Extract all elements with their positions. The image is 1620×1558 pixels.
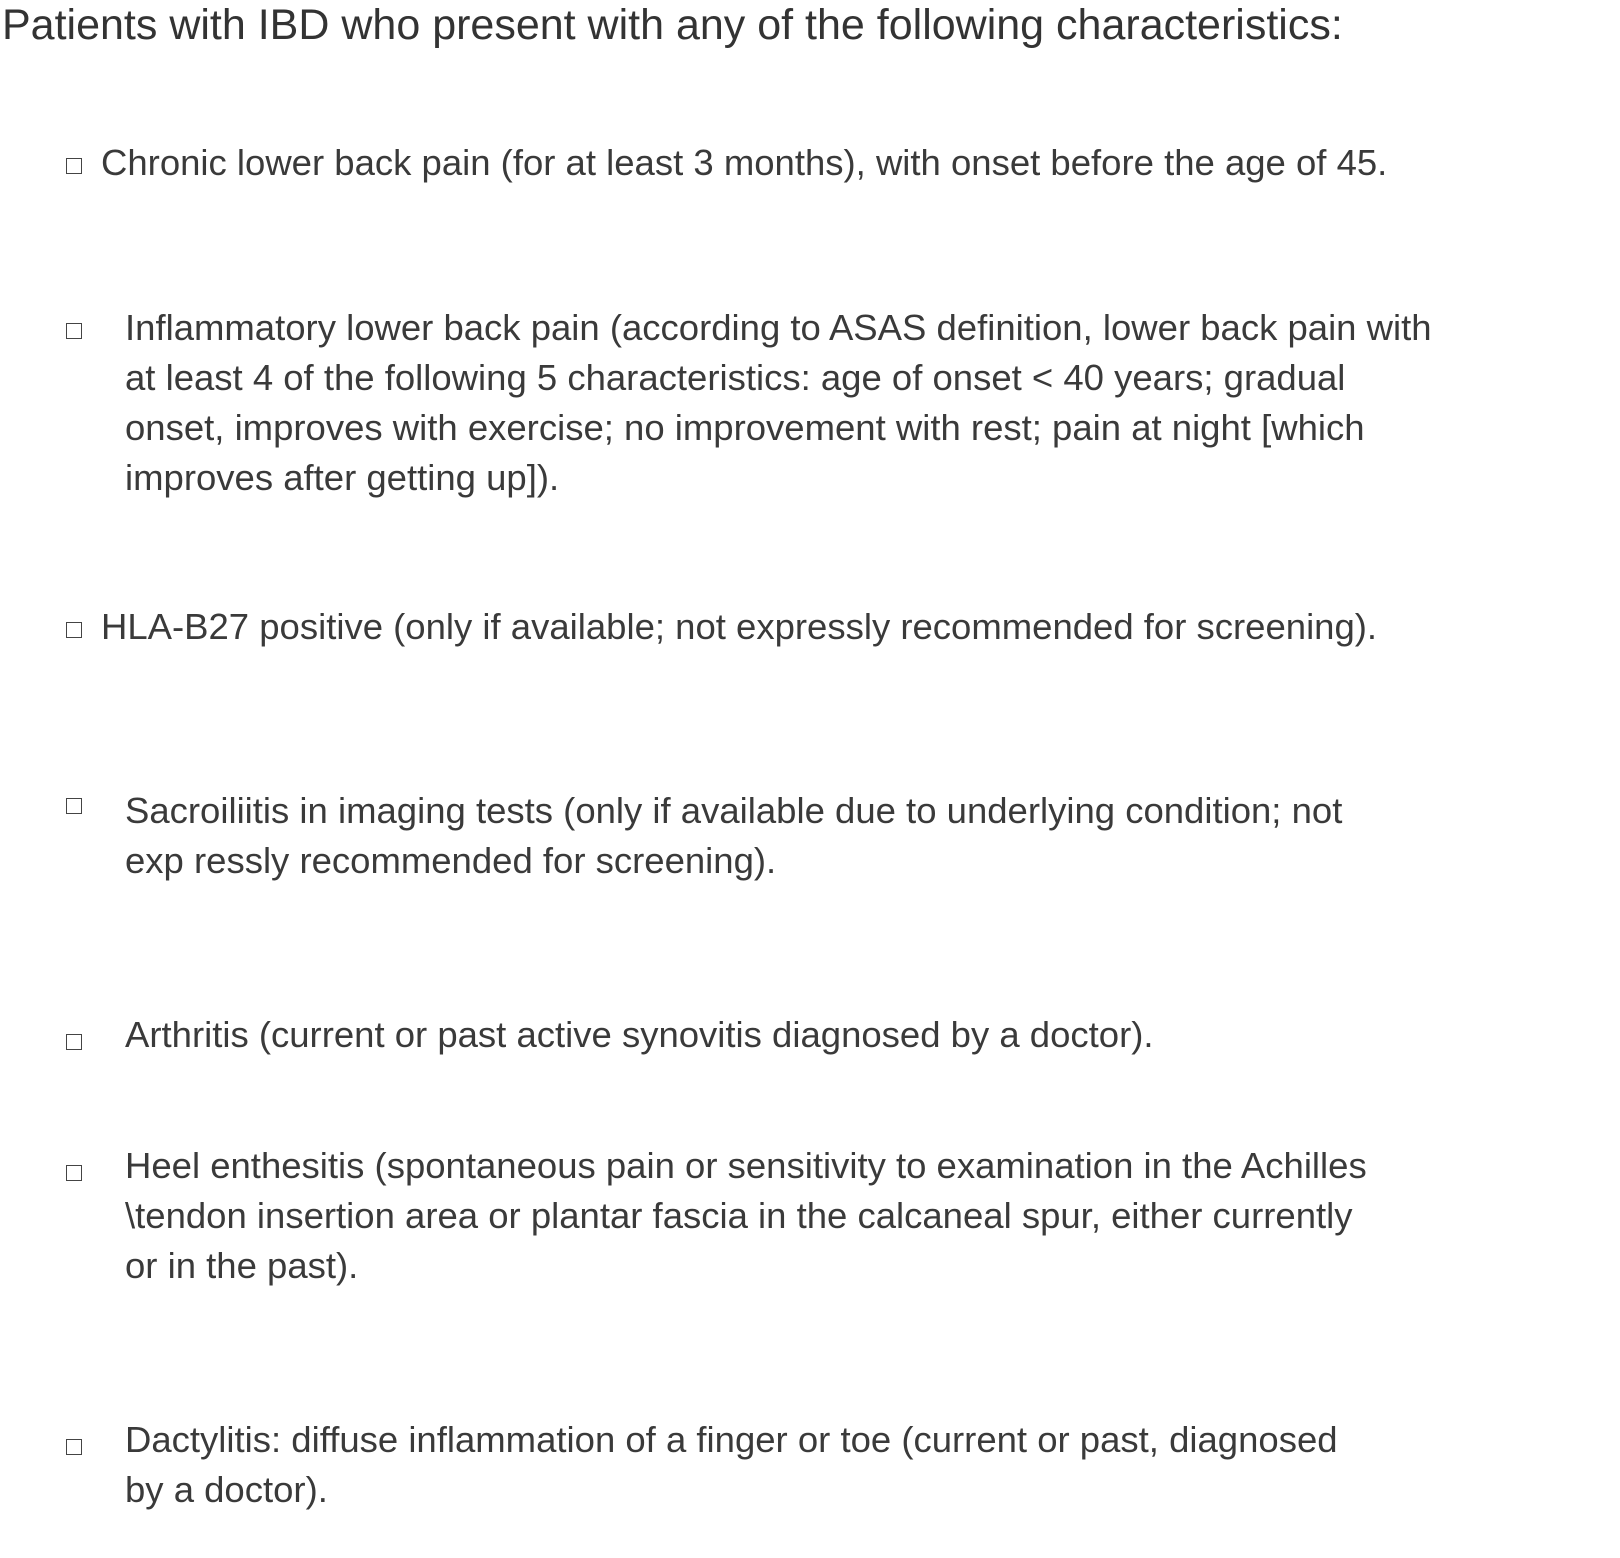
intro-heading: Patients with IBD who present with any of the following characteristics:: [2, 1, 1343, 49]
checkbox-icon[interactable]: [66, 323, 82, 339]
item-text: Heel enthesitis (spontaneous pain or sensitivity to examination in the Achilles \tendon insertion area or plantar fascia in the calcaneal spur, either currently or in the past).: [125, 1145, 1367, 1286]
item-text: HLA-B27 positive (only if available; not expressly recommended for screening).: [101, 606, 1378, 647]
checkbox-icon[interactable]: [66, 1034, 82, 1050]
checkbox-icon[interactable]: [66, 1165, 82, 1181]
item-text: Inflammatory lower back pain (according to ASAS definition, lower back pain with at least 4 of the following 5 characteristics: age of onset < 40 years; gradual onset, improves with exercise; no improvement with rest; pain at night [which improves after getting up]).: [125, 307, 1432, 498]
item-text: Arthritis (current or past active synovitis diagnosed by a doctor).: [125, 1014, 1154, 1055]
item-text: Dactylitis: diffuse inflammation of a finger or toe (current or past, diagnosed by a doctor).: [125, 1419, 1338, 1510]
item-text: Sacroiliitis in imaging tests (only if available due to underlying condition; not exp ressly recommended for screening).: [125, 790, 1343, 881]
item-text: Chronic lower back pain (for at least 3 months), with onset before the age of 45.: [101, 142, 1388, 183]
checkbox-icon[interactable]: [66, 1439, 82, 1455]
checkbox-icon[interactable]: [66, 158, 82, 174]
checkbox-icon[interactable]: [66, 798, 82, 814]
checkbox-icon[interactable]: [66, 622, 82, 638]
